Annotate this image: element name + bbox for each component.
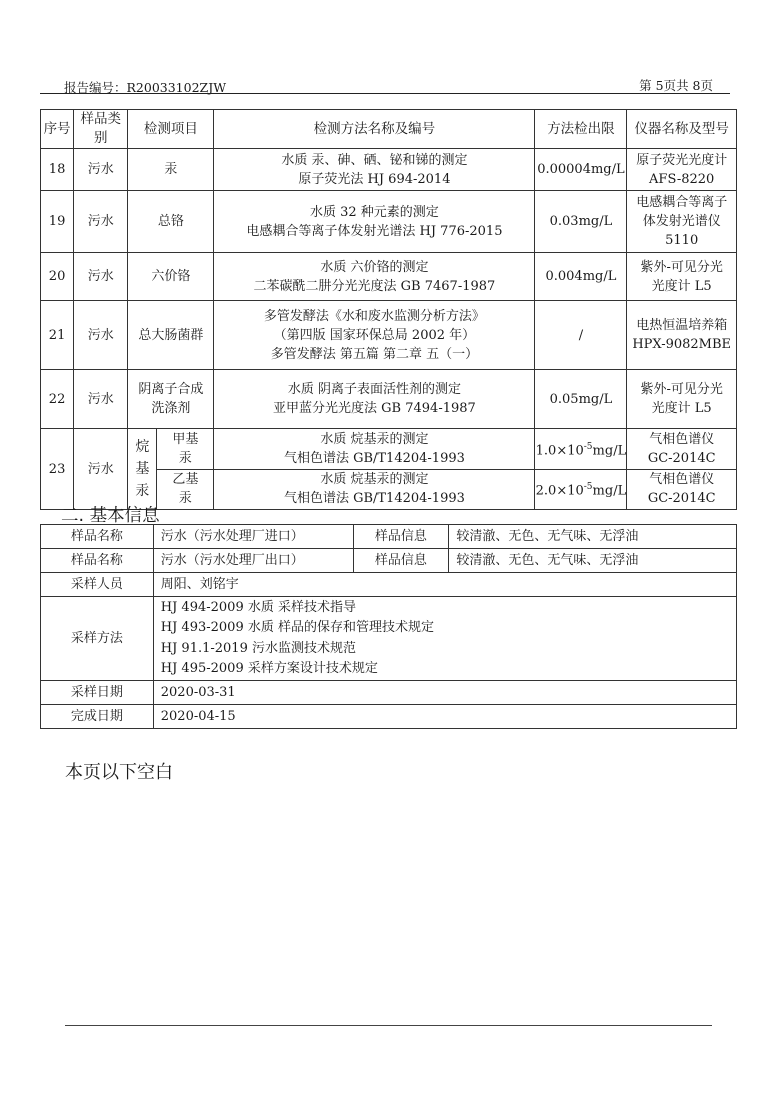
- page-indicator: 第 5页共 8页: [639, 78, 713, 93]
- sample-info-label: 样品信息: [353, 549, 449, 573]
- method-line: 水质 烷基汞的测定: [320, 431, 429, 447]
- row-item: 汞: [128, 149, 214, 191]
- instrument-line: 紫外-可见分光: [640, 382, 723, 397]
- blank-below-note: 本页以下空白: [65, 762, 173, 783]
- row-instrument: [627, 469, 737, 510]
- instrument-line: 体发射光谱仪: [642, 214, 721, 229]
- method-line: 多管发酵法《水和废水监测分析方法》: [263, 308, 485, 324]
- instrument-line: 5110: [665, 233, 699, 248]
- limit-base: 1.0×10: [535, 442, 584, 458]
- item-line: 汞: [178, 450, 192, 466]
- group-char: 汞: [135, 483, 150, 499]
- row-limit: 0.00004mg/L: [535, 149, 627, 191]
- limit-unit: mg/L: [592, 442, 627, 458]
- sampling-method-line: HJ 495-2009 采样方案设计技术规定: [160, 661, 378, 676]
- row-item: [128, 370, 214, 429]
- sample-info-label: 样品信息: [353, 525, 449, 549]
- table-row: [41, 149, 737, 191]
- table-row: [41, 253, 737, 301]
- row-item-group: [128, 429, 214, 510]
- sample-name-label: 样品名称: [41, 525, 154, 549]
- sample-info-value: 较清澈、无色、无气味、无浮油: [449, 549, 737, 573]
- row-limit: 0.03mg/L: [535, 191, 627, 253]
- method-line: 气相色谱法 GB/T14204-1993: [283, 491, 465, 507]
- group-label: [128, 429, 157, 509]
- row-method: [214, 253, 535, 301]
- sampling-method-line: HJ 91.1-2019 污水监测技术规范: [160, 640, 356, 656]
- row-no: 18: [41, 149, 74, 191]
- row-limit: 0.05mg/L: [535, 370, 627, 429]
- row-instrument: [627, 253, 737, 301]
- row-limit: 0.004mg/L: [535, 253, 627, 301]
- row-item: 总铬: [128, 191, 214, 253]
- row-item: 总大肠菌群: [128, 301, 214, 370]
- sample-name-value: 污水（污水处理厂进口）: [153, 525, 353, 549]
- row-instrument: [627, 191, 737, 253]
- item-line: 阴离子合成: [138, 382, 204, 397]
- instrument-line: 电感耦合等离子: [636, 195, 728, 210]
- row-no: 23: [41, 429, 74, 510]
- instrument-line: 气相色谱仪: [649, 472, 715, 488]
- sample-info-value: 较清澈、无色、无气味、无浮油: [449, 525, 737, 549]
- table-header-row: [41, 110, 737, 149]
- row-method: [214, 370, 535, 429]
- sub-item: [157, 469, 214, 509]
- row-instrument: [627, 301, 737, 370]
- instrument-line: 气相色谱仪: [649, 431, 715, 447]
- method-line: 气相色谱法 GB/T14204-1993: [283, 450, 465, 466]
- sampling-method-line: HJ 493-2009 水质 样品的保存和管理技术规定: [160, 620, 434, 635]
- row-method: [214, 149, 535, 191]
- table-row: [41, 301, 737, 370]
- info-row-method: [41, 597, 737, 681]
- table-row: [41, 191, 737, 253]
- basic-info-table: [40, 524, 737, 729]
- col-header-instrument: 仪器名称及型号: [627, 110, 737, 149]
- method-line: （第四版 国家环保总局 2002 年）: [273, 327, 476, 343]
- instrument-line: 电热恒温培养箱: [636, 318, 728, 333]
- row-method: [214, 469, 535, 510]
- instrument-line: GC-2014C: [647, 491, 716, 507]
- method-line: 多管发酵法 第五篇 第二章 五（一）: [270, 346, 479, 362]
- row-instrument: [627, 429, 737, 470]
- method-line: 水质 汞、砷、硒、铋和锑的测定: [281, 152, 468, 168]
- col-header-no: 序号: [41, 110, 74, 149]
- method-line: 水质 烷基汞的测定: [320, 472, 429, 488]
- sub-item: [157, 429, 214, 469]
- row-category: 污水: [74, 370, 128, 429]
- instrument-line: 紫外-可见分光: [640, 259, 723, 275]
- row-method: [214, 429, 535, 470]
- footer-rule: [65, 1025, 712, 1026]
- instrument-line: 光度计 L5: [651, 278, 712, 294]
- table-row: [41, 370, 737, 429]
- row-category: 污水: [74, 429, 128, 510]
- sample-name-label: 样品名称: [41, 549, 154, 573]
- section-title-basic-info: 二. 基本信息: [61, 506, 160, 526]
- row-method: [214, 191, 535, 253]
- table-row: [41, 429, 737, 470]
- alkyl-mercury-subtable: [128, 429, 213, 509]
- row-limit: [535, 429, 627, 470]
- method-line: 电感耦合等离子体发射光谱法 HJ 776-2015: [246, 223, 503, 239]
- limit-base: 2.0×10: [535, 483, 584, 499]
- group-char: 烷: [135, 439, 150, 455]
- sampling-method-label: 采样方法: [41, 597, 154, 681]
- sampling-method-list: [153, 597, 736, 681]
- info-row-sampler: [41, 573, 737, 597]
- method-line: 水质 32 种元素的测定: [310, 204, 439, 220]
- info-row-finish-date: [41, 705, 737, 729]
- row-category: 污水: [74, 253, 128, 301]
- methods-table: [40, 109, 737, 510]
- report-number: 报告编号：R20033102ZJW: [64, 80, 227, 95]
- row-instrument: [627, 149, 737, 191]
- limit-exp: -5: [583, 441, 593, 452]
- sampler-value: 周阳、刘铭宇: [153, 573, 736, 597]
- row-limit: [535, 469, 627, 510]
- instrument-line: 原子荧光光度计: [636, 152, 728, 168]
- method-line: 水质 阴离子表面活性剂的测定: [287, 382, 461, 397]
- row-item: 六价铬: [128, 253, 214, 301]
- info-row-sample-2: [41, 549, 737, 573]
- info-row-sample-date: [41, 681, 737, 705]
- row-no: 22: [41, 370, 74, 429]
- method-line: 亚甲蓝分光光度法 GB 7494-1987: [273, 401, 476, 416]
- method-line: 二苯碳酰二肼分光光度法 GB 7467-1987: [253, 278, 496, 294]
- sampler-label: 采样人员: [41, 573, 154, 597]
- row-category: 污水: [74, 301, 128, 370]
- method-line: 水质 六价铬的测定: [320, 259, 429, 275]
- row-category: 污水: [74, 191, 128, 253]
- row-no: 21: [41, 301, 74, 370]
- row-category: 污水: [74, 149, 128, 191]
- item-line: 汞: [178, 491, 192, 507]
- method-line: 原子荧光法 HJ 694-2014: [298, 171, 451, 187]
- header-rule: [40, 93, 730, 94]
- sample-date-label: 采样日期: [41, 681, 154, 705]
- sample-name-value: 污水（污水处理厂出口）: [153, 549, 353, 573]
- info-row-sample-1: [41, 525, 737, 549]
- finish-date-value: 2020-04-15: [153, 705, 736, 729]
- row-method: [214, 301, 535, 370]
- item-line: 乙基: [172, 472, 199, 488]
- col-header-category: 样品类别: [74, 110, 128, 149]
- row-no: 19: [41, 191, 74, 253]
- sample-date-value: 2020-03-31: [153, 681, 736, 705]
- instrument-line: AFS-8220: [649, 171, 715, 187]
- item-line: 洗涤剂: [151, 401, 191, 416]
- row-no: 20: [41, 253, 74, 301]
- row-instrument: [627, 370, 737, 429]
- col-header-method: 检测方法名称及编号: [214, 110, 535, 149]
- item-line: 甲基: [172, 431, 199, 447]
- col-header-limit: 方法检出限: [535, 110, 627, 149]
- sampling-method-line: HJ 494-2009 水质 采样技术指导: [160, 599, 356, 615]
- limit-exp: -5: [583, 482, 593, 493]
- instrument-line: GC-2014C: [647, 450, 716, 466]
- row-limit: /: [535, 301, 627, 370]
- col-header-item: 检测项目: [128, 110, 214, 149]
- group-char: 基: [135, 461, 150, 477]
- finish-date-label: 完成日期: [41, 705, 154, 729]
- limit-unit: mg/L: [592, 483, 627, 499]
- instrument-line: 光度计 L5: [651, 401, 712, 416]
- instrument-line: HPX-9082MBE: [632, 337, 732, 352]
